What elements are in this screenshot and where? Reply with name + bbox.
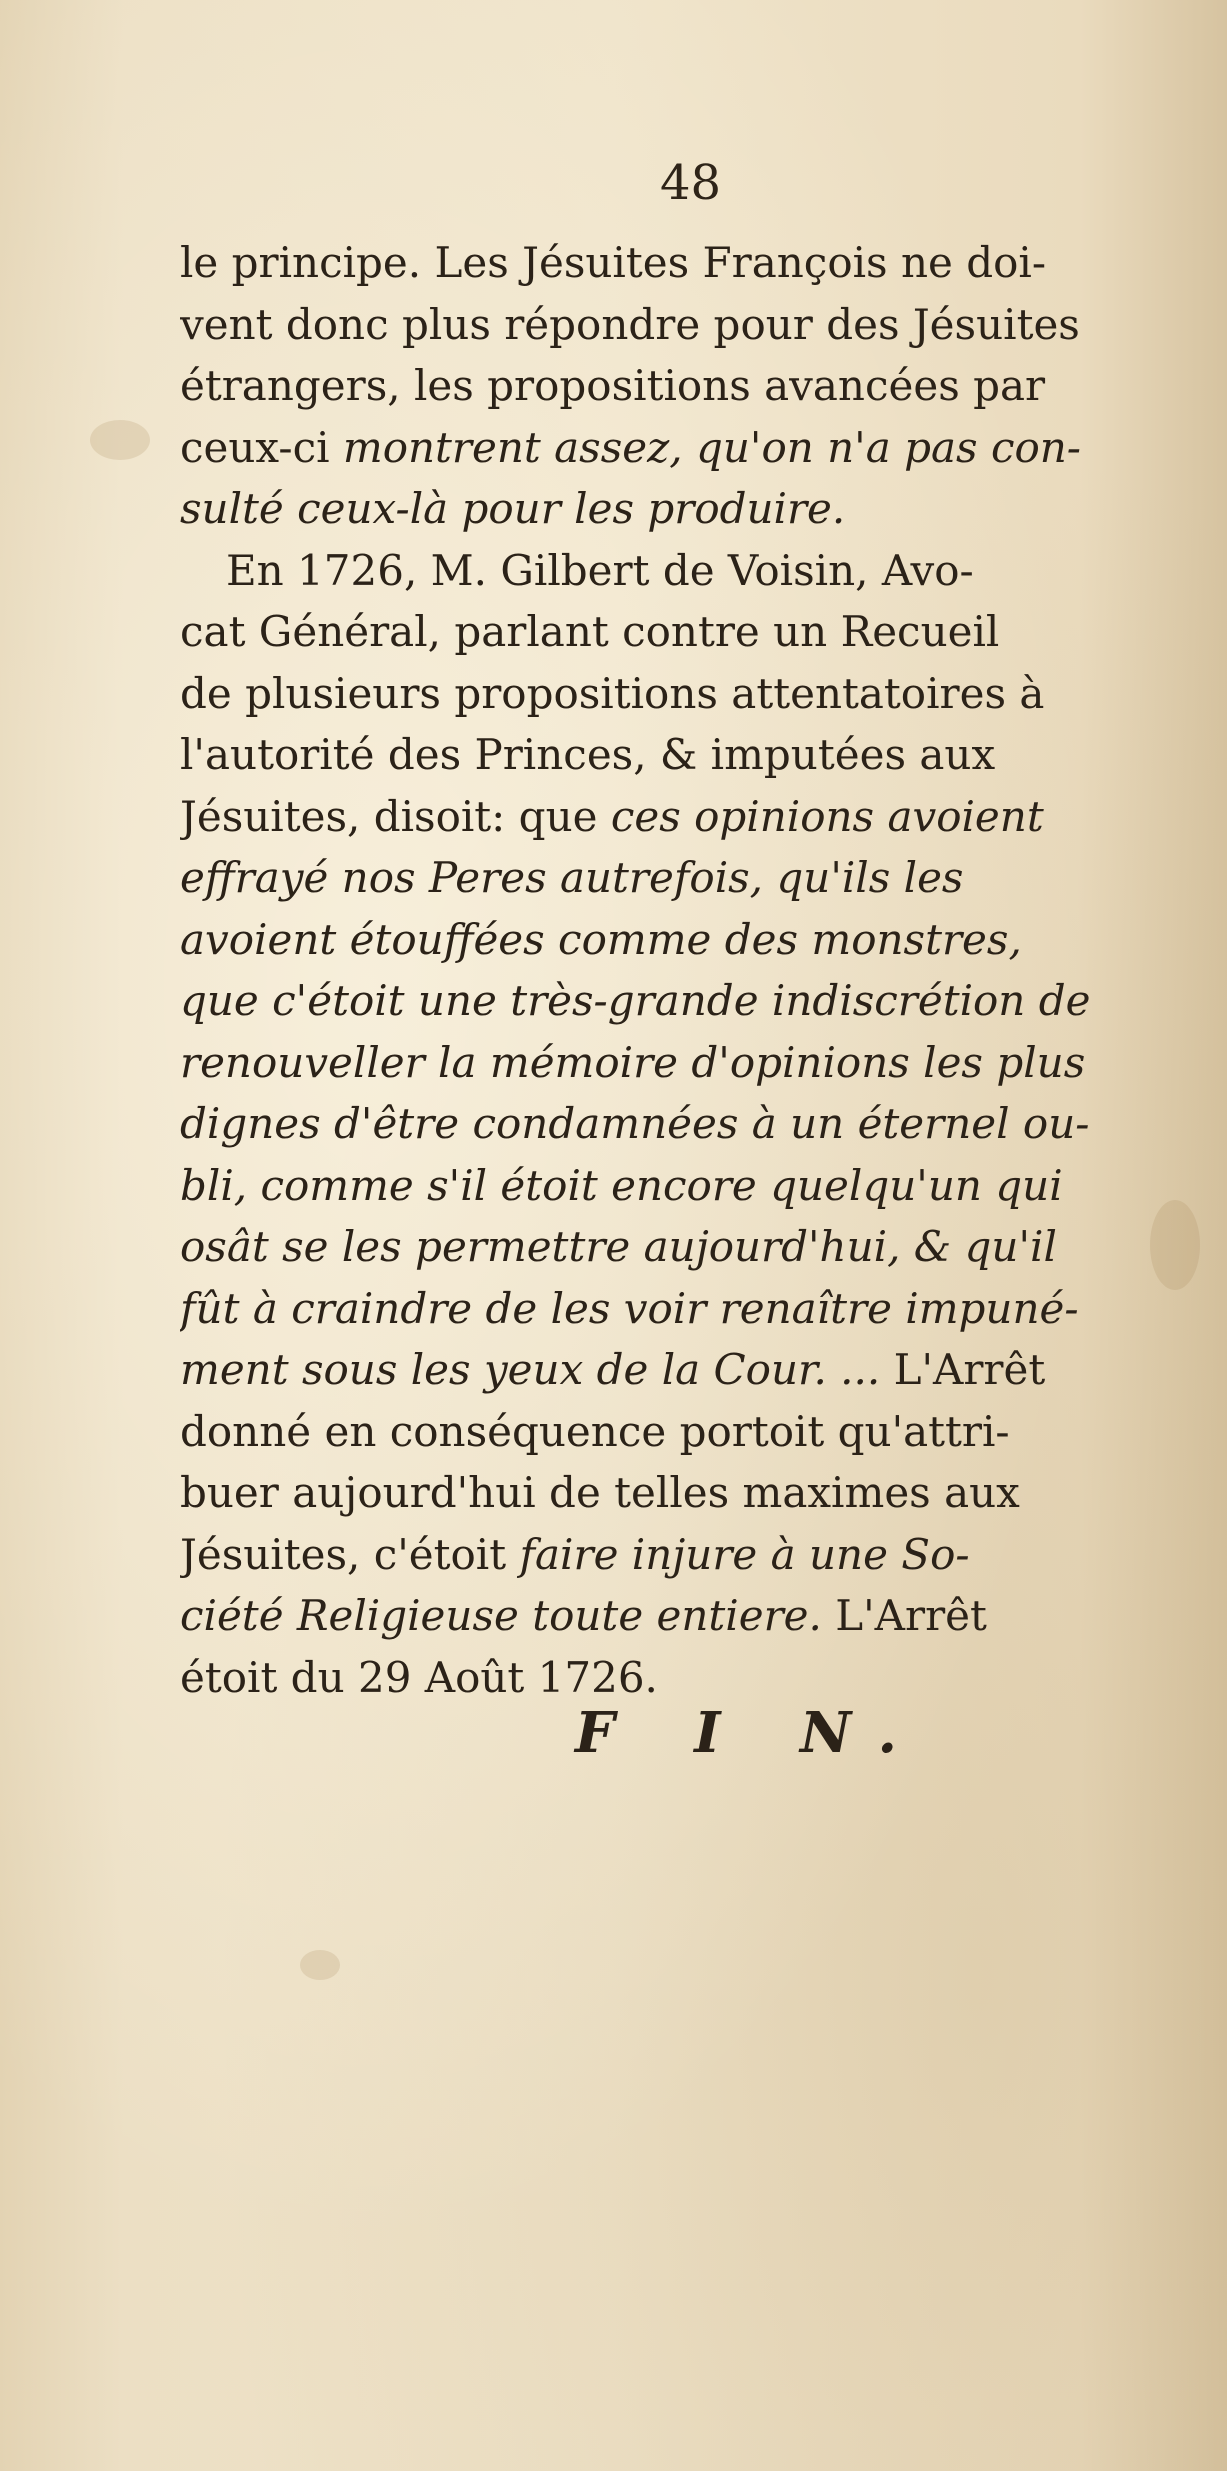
page-number: 48 [660,155,722,211]
roman-text: L'Arrêt [893,1345,1046,1394]
text-line [180,1278,1180,1340]
roman-text: le principe. Les Jésuites François ne doi- [180,238,1047,287]
roman-text: ceux-ci [180,422,343,472]
text-line [180,601,1180,663]
italic-text: osât se les permettre aujourd'hui, & qu'il [180,1222,1057,1271]
text-line [180,417,1180,479]
end-mark: F I N. [575,1700,928,1766]
italic-text: sulté ceux-là pour les produire. [180,484,846,533]
roman-text: L'Arrêt [821,1591,987,1640]
text-line [180,232,1180,294]
italic-text: avoient étouffées comme des monstres, [180,914,1022,964]
text-line [180,724,1180,786]
text-line [180,1524,1180,1586]
text-line [180,1032,1180,1094]
italic-text: ment sous les yeux de la Cour. ... [180,1345,894,1394]
roman-text: l'autorité des Princes, & imputées aux [180,730,996,779]
italic-text: que c'étoit une très-grande indiscrétion de [180,976,1091,1025]
text-line [180,663,1180,725]
text-line [180,294,1180,356]
text-line [180,1647,1180,1709]
text-line [180,1216,1180,1278]
text-line [180,1155,1180,1217]
roman-text: buer aujourd'hui de telles maximes aux [180,1468,1020,1517]
text-line [180,355,1180,417]
roman-text: vent donc plus répondre pour des Jésuites [180,299,1080,349]
text-line [180,1462,1180,1524]
roman-text: En 1726, M. Gilbert de Voisin, Avo- [226,545,974,595]
paper-stain [300,1950,340,1980]
text-line [180,540,1180,602]
text-line [180,909,1180,971]
italic-text: renouveller la mémoire d'opinions les plus [180,1037,1086,1087]
paper-stain [90,420,150,460]
italic-text: ciété Religieuse toute entiere. [180,1591,822,1640]
body-text [180,232,1180,1708]
roman-text: étoit du 29 Août 1726. [180,1652,658,1702]
roman-text: Jésuites, disoit: que [180,791,611,841]
italic-text: bli, comme s'il étoit encore quelqu'un qui [180,1160,1063,1210]
italic-text: effrayé nos Peres autrefois, qu'ils les [180,853,964,902]
text-line [180,1339,1180,1401]
roman-text: étrangers, les propositions avancées par [180,361,1046,410]
roman-text: cat Général, parlant contre un Recueil [180,607,1000,656]
italic-text: fût à craindre de les voir renaître impuné- [180,1283,1079,1333]
italic-text: ces opinions avoient [610,791,1044,841]
text-line [180,786,1180,848]
italic-text: montrent assez, qu'on n'a pas con- [342,422,1081,472]
text-line [180,478,1180,540]
roman-text: de plusieurs propositions attentatoires à [180,668,1045,718]
italic-text: dignes d'être condamnées à un éternel ou- [180,1099,1090,1148]
text-line [180,1585,1180,1647]
italic-text: faire injure à une So- [519,1529,970,1579]
roman-text: Jésuites, c'étoit [180,1529,520,1579]
text-line [180,970,1180,1032]
text-line [180,847,1180,909]
roman-text: donné en conséquence portoit qu'attri- [180,1406,1010,1456]
text-line [180,1401,1180,1463]
text-line [180,1093,1180,1155]
